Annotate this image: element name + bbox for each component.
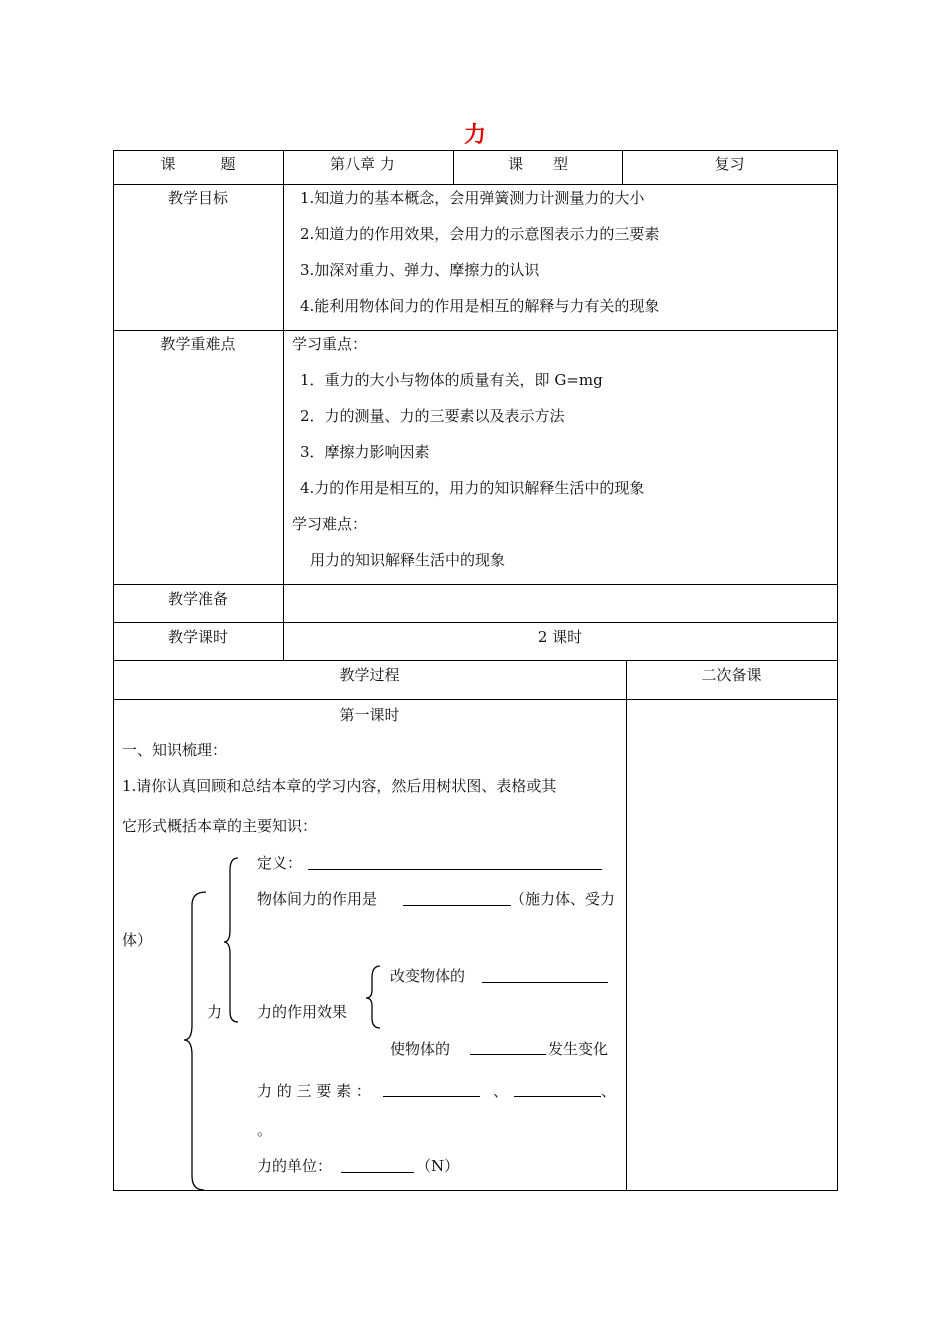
keypoints-label: 教学重难点 (160, 335, 236, 353)
section-heading: 一、知识梳理： (122, 741, 228, 759)
difficulty-item: 用力的知识解释生活中的现象 (310, 551, 506, 569)
topic-label: 课 题 (160, 155, 236, 173)
tree-sep: 、 (493, 1082, 509, 1100)
process-header: 教学过程 (339, 666, 400, 684)
tree-unit-suffix: （N） (416, 1157, 460, 1175)
goal-item: 2.知道力的作用效果，会用力的示意图表示力的三要素 (300, 225, 660, 243)
task-text: 1.请你认真回顾和总结本章的学习内容，然后用树状图、表格或其 (122, 777, 557, 795)
goal-item: 3.加深对重力、弹力、摩擦力的认识 (300, 261, 540, 279)
hours-label: 教学课时 (167, 628, 228, 646)
tree-effect-make: 使物体的 (390, 1040, 451, 1058)
second-prep-header: 二次备课 (701, 666, 762, 684)
focus-item: 2．力的测量、力的三要素以及表示方法 (300, 407, 565, 425)
blank-line (482, 982, 608, 983)
blank-line (514, 1096, 601, 1097)
focus-item: 4.力的作用是相互的，用力的知识解释生活中的现象 (300, 479, 645, 497)
tree-root: 力 (207, 1003, 223, 1021)
page-title: 力 (463, 123, 486, 148)
blank-line (308, 869, 602, 870)
focus-item: 3．摩擦力影响因素 (300, 443, 430, 461)
blank-line (341, 1172, 414, 1173)
preparation-label: 教学准备 (167, 590, 228, 608)
difficulty-heading: 学习难点： (292, 515, 368, 533)
blank-line (383, 1096, 480, 1097)
tree-elements: 力 的 三 要 素 ： (257, 1082, 371, 1100)
goals-label: 教学目标 (167, 189, 228, 207)
goal-item: 4.能利用物体间力的作用是相互的解释与力有关的现象 (300, 297, 660, 315)
focus-item: 1．重力的大小与物体的质量有关，即 G=mg (300, 371, 603, 389)
lesson-title: 第一课时 (339, 706, 400, 724)
tree-effect-change: 改变物体的 (390, 967, 466, 985)
type-value: 复习 (714, 155, 745, 173)
blank-line (470, 1054, 546, 1055)
tree-effect-make-suffix: 发生变化 (548, 1040, 609, 1058)
focus-heading: 学习重点： (292, 335, 368, 353)
topic-value: 第八章 力 (330, 155, 395, 173)
tree-end: 。 (257, 1121, 273, 1139)
tree-mutual-wrap: 体） (122, 931, 153, 949)
tree-definition: 定义： (257, 854, 303, 872)
tree-mutual: 物体间力的作用是 (257, 890, 378, 908)
tree-unit: 力的单位： (257, 1157, 333, 1175)
tree-mutual-suffix: （施力体、受力 (510, 890, 616, 908)
tree-effect: 力的作用效果 (257, 1003, 348, 1021)
goal-item: 1.知道力的基本概念，会用弹簧测力计测量力的大小 (300, 189, 645, 207)
task-text: 它形式概括本章的主要知识： (122, 817, 318, 835)
type-label: 课 型 (507, 155, 568, 173)
tree-sep: 、 (601, 1082, 617, 1100)
blank-line (403, 905, 511, 906)
hours-value: 2 课时 (537, 628, 583, 646)
